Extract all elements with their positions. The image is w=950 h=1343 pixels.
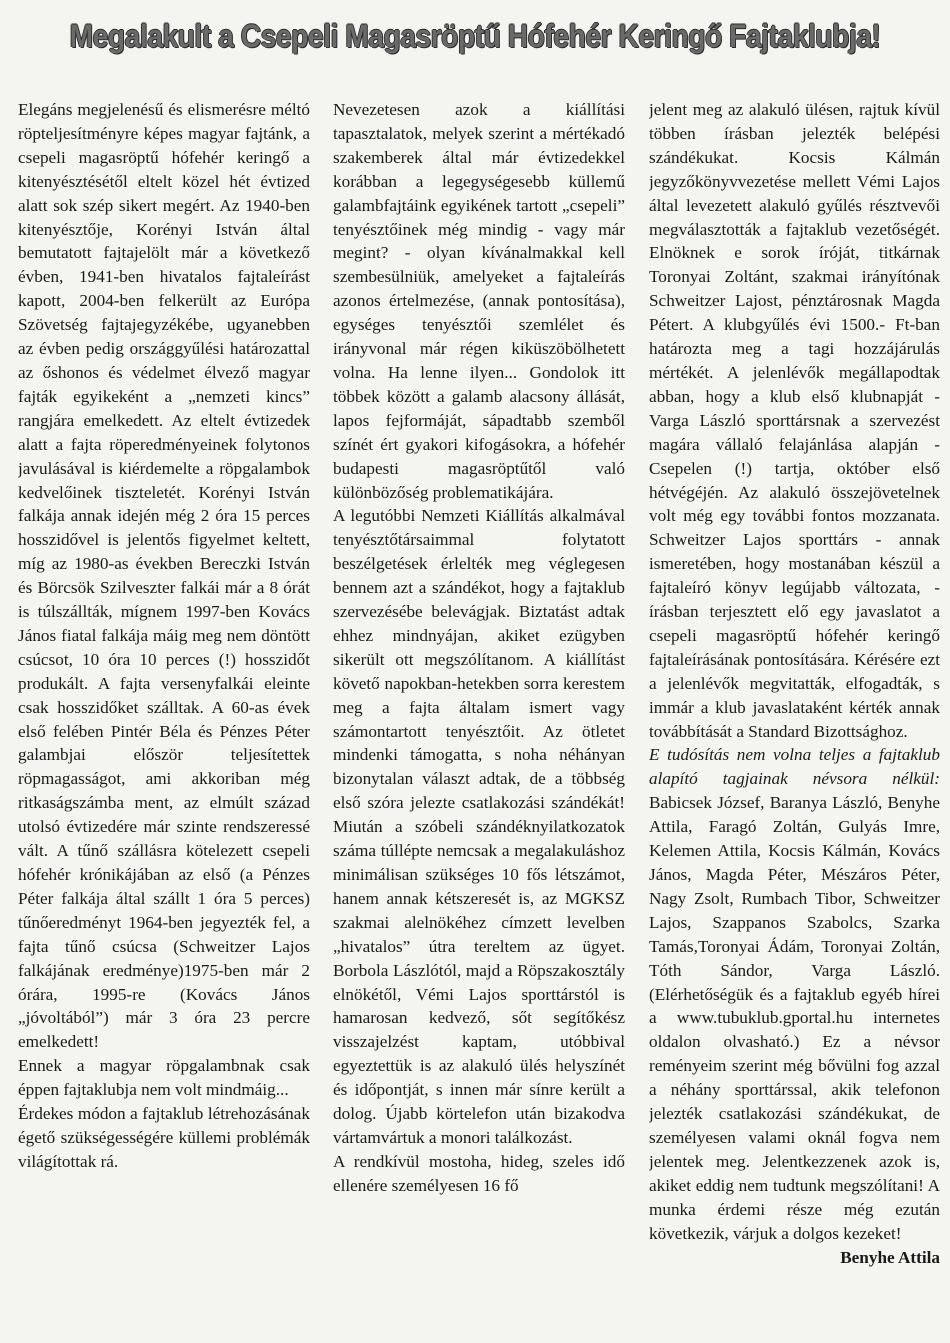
article-headline: Megalakult a Csepeli Magasröptű Hófehér Keringő Fajtaklubja! — [69, 18, 881, 54]
members-paragraph — [649, 743, 940, 1245]
paragraph: Elegáns megjelenésű és elismerésre méltó röpteljesítményre képes magyar fajtánk, a csepeli magasröptű hófehér keringő a kitenyésztésétől eltelt közel hét évtized alatt sok szép sikert megért. Az 1940-ben kitenyésztője, Korényi István által bemutatott fajtajelölt már a következő évben, 1941-ben hivatalos fajtaleírást kapott, 2004-ben felkerült az Európa Szövetség fajtajegyzékébe, ugyanebben az évben pedig országgyűlési határozattal az őshonos és védelmet élvező magyar fajták egyikeként a „nemzeti kincs” rangjára emelkedett. Az eltelt évtizedek alatt a fajta röperedményeinek folytonos javulásával is kiérdemelte a röpgalambok kedvelőinek tiszteletét. Korényi István falkája annak idején még 2 óra 15 perces hosszidővel is jelentős figyelmet keltett, míg az 1980-as években Bereczki István és Börcsök Szilveszter falkái már a 8 órát is túlszállták, mígnem 1997-ben Kovács János fiatal falkája máig meg nem döntött csúcsot, 10 óra 10 perces (!) hosszidőt produkált. A fajta versenyfalkái eleinte csak hosszidőket szálltak. A 60-as évek első felében Pintér Béla és Pénzes Péter galambjai először teljesítettek röpmagasságot, ami akkoriban még ritkaságszámba ment, az elmúlt század utolsó évtizedére már szinte rendszeressé vált. A tűnő szállásra kötelezett csepeli hófehér krónikájában az első (a Pénzes Péter falkája által szállt 1 óra 5 perces) tűnőeredményt 1964-ben jegyezték fel, a fajta tűnő csúcsa (Schweitzer Lajos falkájának eredménye)1975-ben már 2 órára, 1995-re (Kovács János „jóvoltából”) már 3 óra 23 percre emelkedett! — [18, 100, 310, 1052]
author-signature: Benyhe Attila — [840, 1247, 940, 1267]
paragraph: Érdekes módon a fajtaklub létrehozásának égető szükségességére küllemi problémák világítottak rá. — [18, 1104, 310, 1171]
paragraph: Ennek a magyar röpgalambnak csak éppen fajtaklubja nem volt mindmáig... — [18, 1056, 310, 1100]
paragraph: A legutóbbi Nemzeti Kiállítás alkalmával tenyésztőtársaimmal folytatott beszélgetések érlelték meg véglegesen bennem azt a szándékot, hogy a fajtaklub szervezésébe belevágjak. Biztatást adtak ehhez mindnyájan, akiket ezügyben sikerült ott megszólítanom. A kiállítást követő napokban-hetekben sorra kerestem meg a fajta általam ismert vagy számontartott tenyésztőit. Az ötletet mindenki támogatta, s noha néhányan bizonytalan választ adtak, de a többség első szóra jelezte csatlakozási szándékát! Miután a szóbeli szándéknyilatkozatok száma túllépte nemcsak a megalakuláshoz minimálisan szükséges 10 fős létszámot, hanem annak kétszeresét is, az MGKSZ szakmai alelnökéhez címzett levelben „hivatalos” útra tereltem az ügyet. Borbola Lászlótól, majd a Röpszakosztály elnökétől, Vémi Lajos sporttárstól is hamarosan kedvező, sőt segítőkész visszajelzést kaptam, utóbbival egyeztettük is az alakuló ülés helyszínét és időpontját, s innen már sínre került a dolog. Újabb körtelefon után bizakodva vártamvártuk a monori találkozást. — [333, 506, 625, 1147]
members-intro: E tudósítás nem volna teljes a fajtaklub alapító tagjainak névsora nélkül: — [649, 745, 940, 789]
members-list: Babicsek József, Baranya László, Benyhe Attila, Faragó Zoltán, Gulyás Imre, Kelemen Attila, Kocsis Kálmán, Kovács János, Magda Péter, Mészáros Péter, Nagy Zsolt, Rumbach Tibor, Schweitzer Lajos, Szappanos Szabolcs, Szarka Tamás,Toronyai Ádám, Toronyai Zoltán, Tóth Sándor, Varga László. (Elérhetőségük és a fajtaklub egyéb hírei a www.tubuklub.gportal.hu internetes oldalon olvasható.) Ez a névsor reményeim szerint még bővülni fog azzal a néhány sporttárssal, akik telefonon jelezték csatlakozási szándékukat, de személyesen valami oknál fogva nem jelentek meg. Jelentkezzenek azok is, akiket eddig nem tudtunk megszólítani! A munka érdemi része még ezután következik, várjuk a dolgos kezeket! — [649, 793, 940, 1243]
column-3 — [649, 98, 940, 1326]
column-2 — [333, 98, 625, 1326]
column-1 — [18, 98, 310, 1326]
paragraph: Nevezetesen azok a kiállítási tapasztalatok, melyek szerint a mértékadó szakemberek által már évtizedekkel korábban a legegységesebb küllemű galambfajtáink egyikének tartott „csepeli” tenyésztőinek még mindig - vagy már megint? - olyan kívánalmakkal kell szembesülniük, amelyeket a fajtaleírás azonos értelmezése, (annak pontosítása), egységes tenyésztői szemlélet és irányvonal már régen kiküszöbölhetett volna. Ha lenne ilyen... Gondolok itt többek között a galamb alacsony állását, lapos fejformáját, sápadtabb szemből színét ért gyakori kifogásokra, a hófehér budapesti magasröptűtől való különbözőség problematikájára. — [333, 100, 625, 502]
paragraph: jelent meg az alakuló ülésen, rajtuk kívül többen írásban jelezték belépési szándékukat. Kocsis Kálmán jegyzőkönyvvezetése mellett Vémi Lajos által levezetett alakuló gyűlés résztvevői megválasztották a fajtaklub vezetőségét. Elnöknek e sorok íróját, titkárnak Toronyai Zoltánt, szakmai irányítónak Schweitzer Lajost, pénztárosnak Magda Pétert. A klubgyűlés évi 1500.- Ft-ban határozta meg a tagi hozzájárulás mértékét. A jelenlévők megállapodtak abban, hogy a klub első klubnapját - Varga László sporttársnak a szervezést magára vállaló felajánlása alapján - Csepelen (!) tartja, október első hétvégéjén. Az alakuló összejövetelnek volt még egy további fontos mozzanata. Schweitzer Lajos sporttárs - annak ismeretében, hogy mostanában készül a fajtaleíró könyv legújabb változata, - írásban terjesztett elő egy javaslatot a csepeli magasröptű hófehér keringő fajtaleírásának pontosítására. Kérésére ezt a jelenlévők megvitatták, elfogadták, s immár a klub javaslataként kérték annak továbbítását a Standard Bizottsághoz. — [649, 100, 940, 741]
paragraph: A rendkívül mostoha, hideg, szeles idő ellenére személyesen 16 fő — [333, 1151, 625, 1195]
